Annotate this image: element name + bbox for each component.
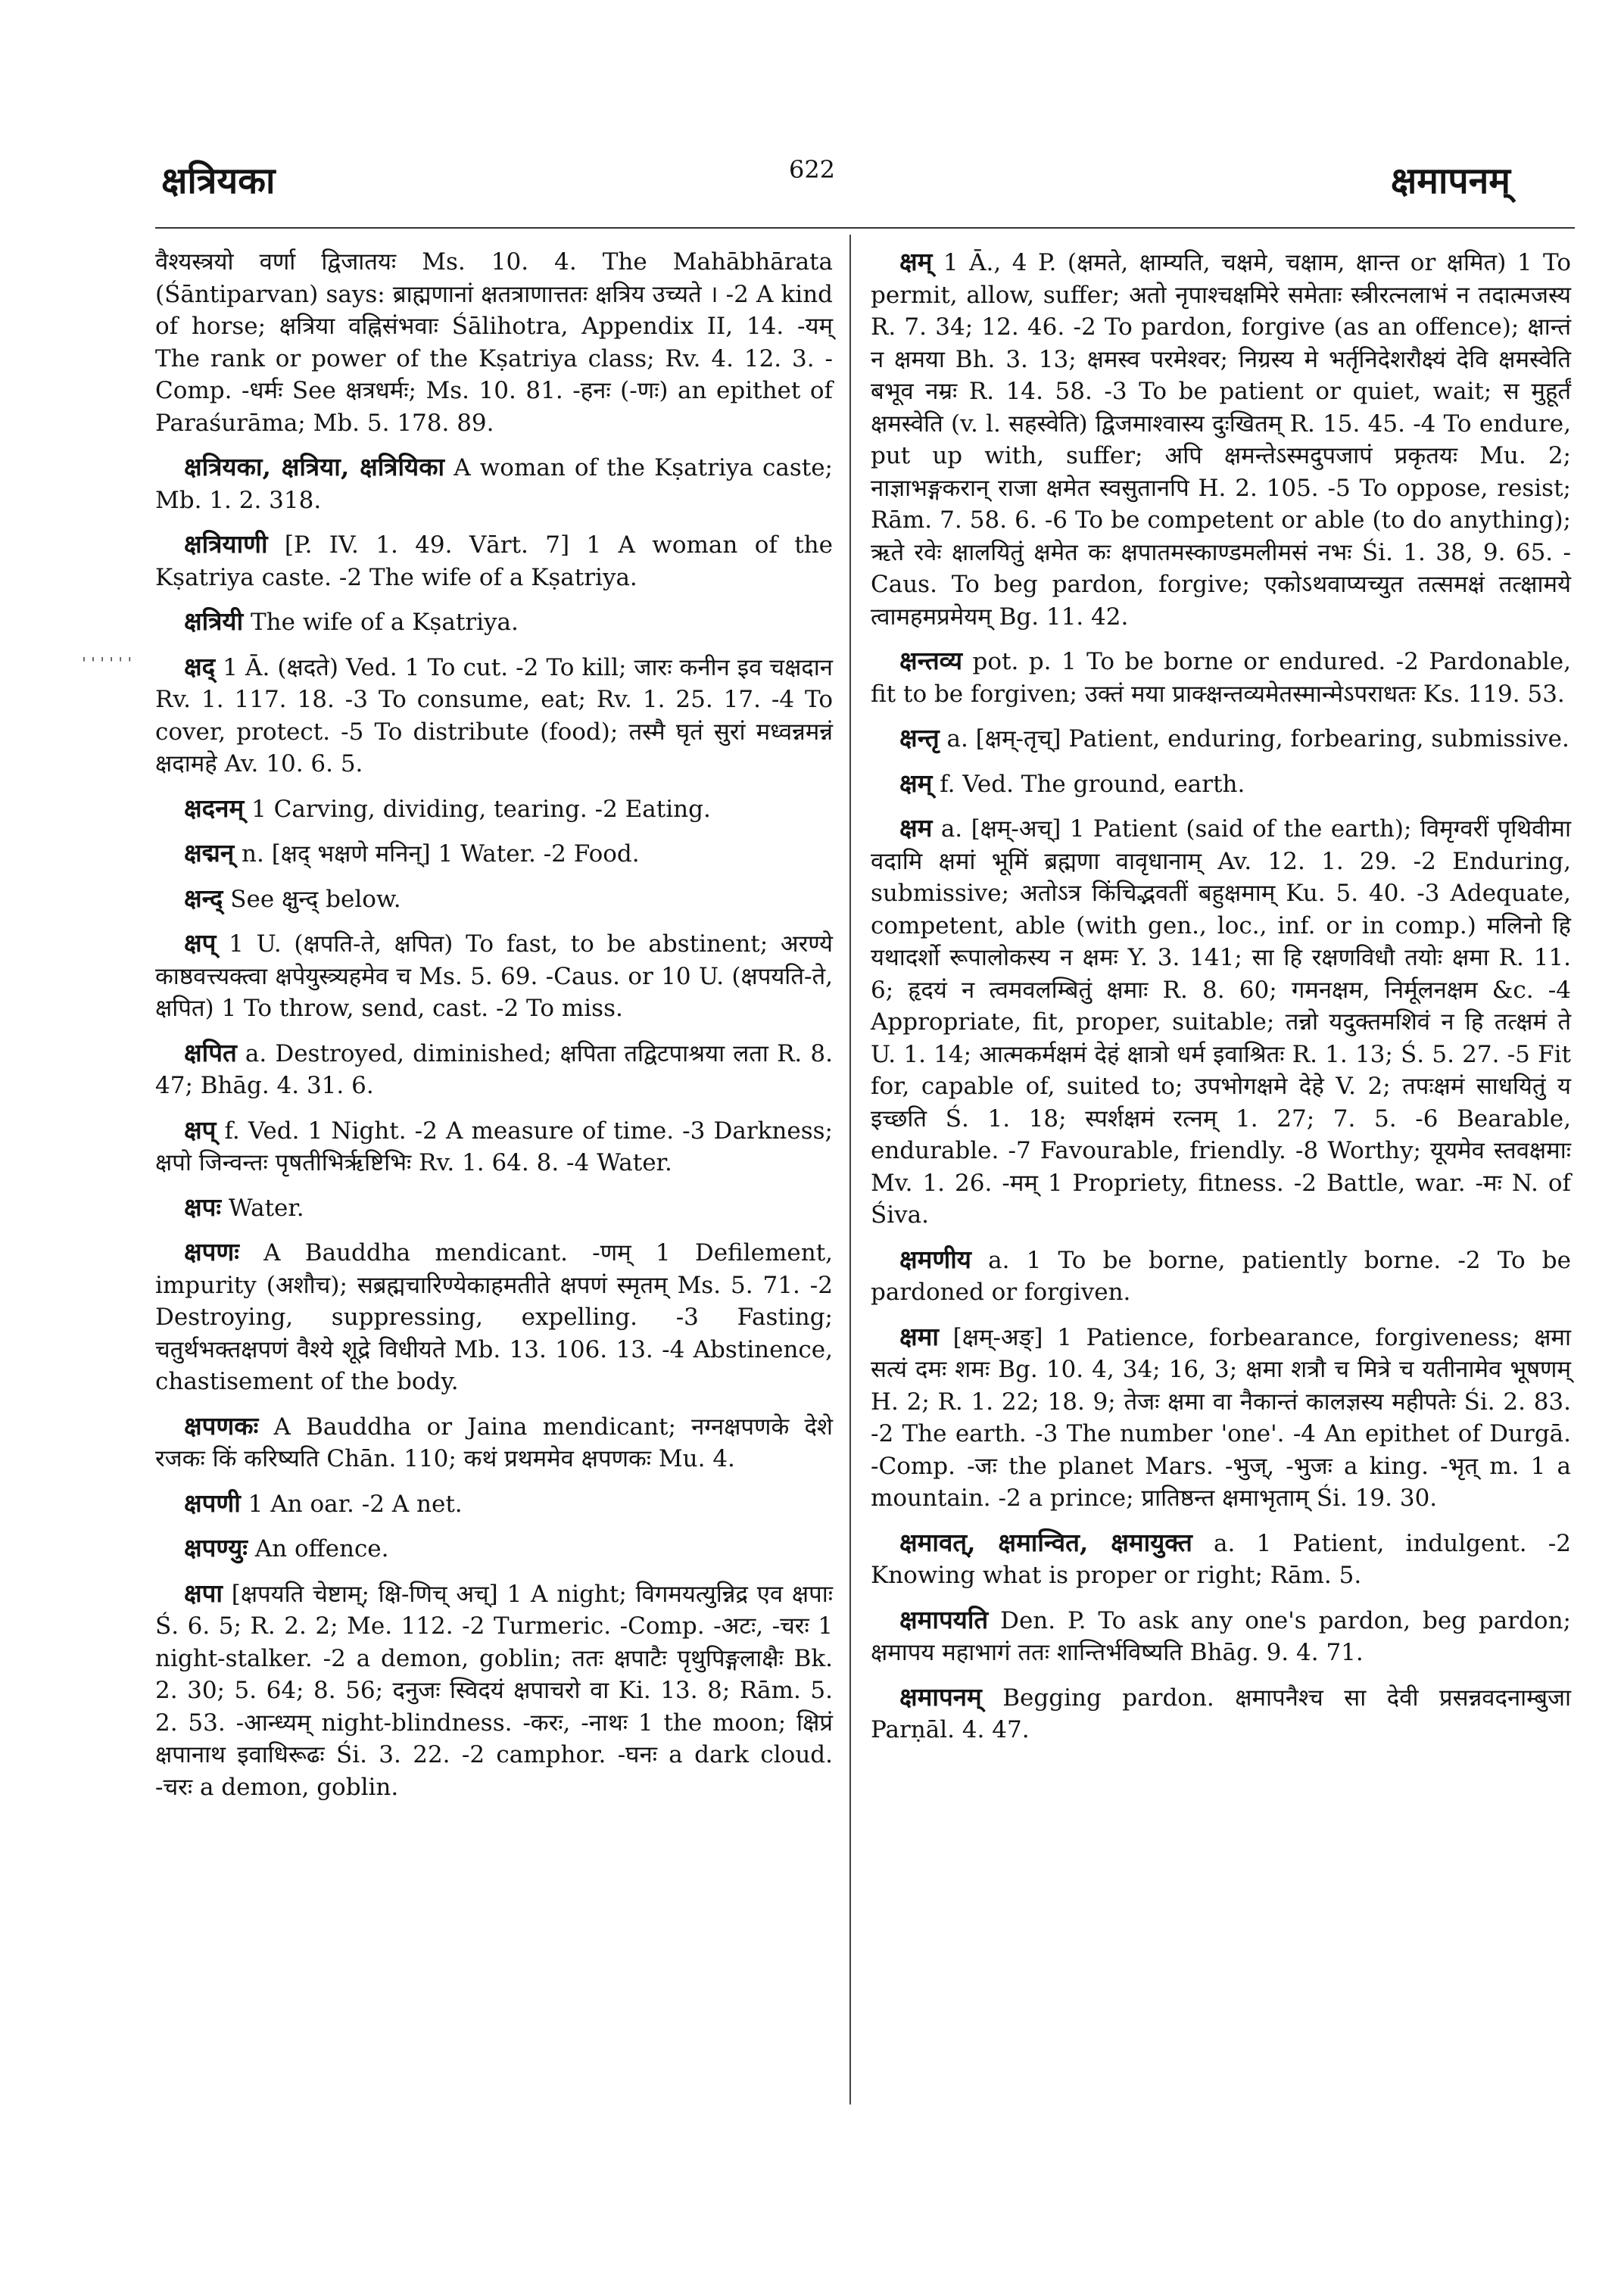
running-head-left: क्षत्रियका (161, 160, 276, 202)
dictionary-entry (155, 651, 833, 780)
header-rule (155, 227, 1575, 229)
dictionary-entry (871, 722, 1571, 756)
entry-headword: क्षपणः (184, 1237, 239, 1266)
entry-definition: a. 1 To be borne, patiently borne. -2 To be pardoned or forgiven. (871, 1246, 1571, 1306)
dictionary-entry (155, 1192, 833, 1225)
column-divider (849, 235, 851, 2105)
dictionary-entry (155, 1578, 833, 1804)
entry-definition: A Bauddha or Jaina mendicant; नग्नक्षपणके देशे रजकः किं करिष्यति Chān. 110; कथं प्रथममेव क्षपणकः Mu. 4. (155, 1413, 833, 1472)
left-column (155, 246, 833, 1815)
entry-definition: Den. P. To ask any one's pardon, beg pardon; क्षमापय महाभागं ततः शान्तिर्भविष्यति Bhāg. 9. 4. 71. (871, 1606, 1571, 1666)
dictionary-entry (155, 246, 833, 439)
entry-headword: क्षपा (184, 1578, 223, 1608)
entry-definition: a. 1 Patient, indulgent. -2 Knowing what is proper or right; Rām. 5. (871, 1529, 1571, 1589)
entry-headword: क्षम (899, 813, 933, 843)
entry-headword: क्षमणीय (899, 1244, 971, 1274)
entry-definition: [P. IV. 1. 49. Vārt. 7] 1 A woman of the Kṣatriya caste. -2 The wife of a Kṣatriya. (155, 531, 833, 591)
entry-headword: क्षपः (184, 1192, 222, 1222)
dictionary-entry (871, 768, 1571, 801)
entry-definition: a. Destroyed, diminished; क्षपिता तद्विटपाश्रया लता R. 8. 47; Bhāg. 4. 31. 6. (155, 1039, 833, 1099)
entry-headword: क्षपणकः (184, 1410, 259, 1441)
dictionary-entry (155, 1114, 833, 1179)
dictionary-entry (155, 1236, 833, 1398)
entry-headword: क्षप् (184, 928, 217, 958)
dictionary-entry (155, 606, 833, 639)
entry-headword: क्षत्रियका, क्षत्रिया, क्षत्रियिका (184, 452, 445, 481)
right-column (871, 246, 1571, 1759)
entry-definition: pot. p. 1 To be borne or endured. -2 Pardonable, fit to be forgiven; उक्तं मया प्राक्क्षन्तव्यमेतस्मान्मेऽपराधतः Ks. 119. 53. (871, 648, 1571, 708)
dictionary-entry (155, 793, 833, 826)
entry-definition: 1 Ā. (क्षदते) Ved. 1 To cut. -2 To kill; जारः कनीन इव चक्षदान Rv. 1. 117. 18. -3 To consume, eat; Rv. 1. 25. 17. -4 To cover, protect. -5 To distribute (food); तस्मै घृतं सुरां मध्वन्नमन्नं क्षदामहे Av. 10. 6. 5. (155, 653, 833, 777)
entry-headword: क्षत्रियाणी (184, 529, 268, 559)
entry-definition: A woman of the Kṣatriya caste; Mb. 1. 2. 318. (155, 454, 833, 514)
entry-definition: f. Ved. The ground, earth. (932, 770, 1245, 798)
entry-definition: 1 An oar. -2 A net. (240, 1490, 463, 1518)
dictionary-entry (155, 883, 833, 916)
dictionary-entry (155, 1488, 833, 1521)
dictionary-entry (155, 927, 833, 1025)
entry-headword: क्षम् (899, 768, 933, 798)
entry-definition: a. [क्षम्-अच्] 1 Patient (said of the earth); विमृग्वरीं पृथिवीमा वदामि क्षमां भूमिं ब्रह्मणा वावृधानाम् Av. 12. 1. 29. -2 Enduring, submissive; अतोऽत्र किंचिद्भवतीं बहुक्षमाम् Ku. 5. 40. -3 Adequate, competent, able (with gen., loc., inf. or in comp.) मलिनो हि यथादर्शो रूपालोकस्य न क्षमः Y. 3. 141; सा हि रक्षणविधौ तयोः क्षमा R. 11. 6; हृदयं न त्वमवलम्बितुं क्षमाः R. 8. 60; गमनक्षम, निर्मूलनक्षम &c. -4 Appropriate, fit, proper, suitable; तन्नो यदुक्तमशिवं न हि तत्क्षमं ते U. 1. 14; आत्मकर्मक्षमं देहं क्षात्रो धर्म इवाश्रितः R. 1. 13; Ś. 5. 27. -5 Fit for, capable of, suited to; उपभोगक्षमे देहे V. 2; तपःक्षमं साधयितुं य इच्छति Ś. 1. 18; स्पर्शक्षमं रत्नम् 1. 27; 7. 5. -6 Bearable, endurable. -7 Favourable, friendly. -8 Worthy; यूयमेव स्तवक्षमाः Mv. 1. 26. -मम् 1 Propriety, fitness. -2 Battle, war. -मः N. of Śiva. (871, 815, 1571, 1229)
entry-headword: क्षमावत्, क्षमान्वित, क्षमायुक्त (899, 1527, 1192, 1557)
dictionary-entry (871, 246, 1571, 633)
entry-definition: [क्षपयति चेष्टाम्; क्षि-णिच् अच्] 1 A night; विगमयत्युन्निद्र एव क्षपाः Ś. 6. 5; R. 2. 2; Me. 112. -2 Turmeric. -Comp. -अटः, -चरः 1 night-stalker. -2 a demon, goblin; ततः क्षपाटैः पृथुपिङ्गलाक्षैः Bk. 2. 30; 5. 64; 8. 56; दनुजः स्विदयं क्षपाचरो वा Ki. 13. 8; Rām. 5. 2. 53. -आन्ध्यम् night-blindness. -करः, -नाथः 1 the moon; क्षिप्रं क्षपानाथ इवाधिरूढः Śi. 3. 22. -2 camphor. -घनः a dark cloud. -चरः a demon, goblin. (155, 1580, 833, 1801)
entry-definition: n. [क्षद् भक्षणे मनिन्] 1 Water. -2 Food. (234, 840, 640, 868)
entry-definition: 1 Carving, dividing, tearing. -2 Eating. (244, 795, 711, 823)
entry-definition: Water. (221, 1194, 304, 1222)
dictionary-entry (871, 1321, 1571, 1515)
entry-headword: क्षमापयति (899, 1604, 989, 1634)
entry-headword: क्षत्रियी (184, 606, 244, 636)
dictionary-entry (871, 645, 1571, 710)
entry-definition: a. [क्षम्-तृच्] Patient, enduring, forbearing, submissive. (939, 725, 1569, 752)
entry-headword: क्षपित (184, 1037, 237, 1067)
dictionary-entry (871, 1604, 1571, 1669)
entry-headword: क्षद् (184, 651, 216, 681)
running-head-right: क्षमापनम् (1390, 160, 1510, 202)
entry-headword: क्षन्द् (184, 883, 223, 913)
dictionary-entry (155, 528, 833, 594)
entry-headword: क्षम् (899, 247, 933, 276)
dictionary-entry (871, 1244, 1571, 1309)
entry-definition: 1 Ā., 4 P. (क्षमते, क्षाम्यति, चक्षमे, चक्षाम, क्षान्त or क्षमित) 1 To permit, allow, suffer; अतो नृपाश्चक्षमिरे समेताः स्त्रीरत्नलाभं न तदात्मजस्य R. 7. 34; 12. 46. -2 To pardon, forgive (as an offence); क्षान्तं न क्षमया Bh. 3. 13; क्षमस्व परमेश्वर; निग्रस्य मे भर्तृनिदेशरौक्ष्यं देवि क्षमस्वेति बभूव नम्रः R. 14. 58. -3 To be patient or quiet, wait; स मुहूर्तं क्षमस्वेति (v. l. सहस्वेति) द्विजमाश्वास्य दुःखितम् R. 15. 45. -4 To endure, put up with, suffer; अपि क्षमन्तेऽस्मदुपजापं प्रकृतयः Mu. 2; नाज्ञाभङ्गकरान् राजा क्षमेत स्वसुतानपि H. 2. 105. -5 To oppose, resist; Rām. 7. 58. 6. -6 To be competent or able (to do anything); ऋते रवेः क्षालयितुं क्षमेत कः क्षपातमस्काण्डमलीमसं नभः Śi. 1. 38, 9. 65. -Caus. To beg pardon, forgive; एकोऽथवाप्यच्युत तत्समक्षं तत्क्षामये त्वामहमप्रमेयम् Bg. 11. 42. (871, 249, 1571, 631)
entry-definition: 1 U. (क्षपति-ते, क्षपित) To fast, to be abstinent; अरण्ये काष्ठवत्त्यक्त्वा क्षपेयुस्त्र्यहमेव च Ms. 5. 69. -Caus. or 10 U. (क्षपयति-ते, क्षपित) 1 To throw, send, cast. -2 To miss. (155, 930, 833, 1022)
dictionary-entry (871, 1527, 1571, 1592)
entry-headword: क्षन्तव्य (899, 646, 963, 675)
margin-mark: '''''' (79, 654, 135, 672)
entry-definition: Begging pardon. क्षमापनैश्च सा देवी प्रसन्नवदनाम्बुजा Parṇāl. 4. 47. (871, 1684, 1571, 1743)
entry-headword: क्षदनम् (184, 793, 245, 823)
page-number: 622 (788, 155, 836, 184)
entry-definition: f. Ved. 1 Night. -2 A measure of time. -3 Darkness; क्षपो जिन्वन्तः पृषतीभिर्ऋष्टिभिः Rv. 1. 64. 8. -4 Water. (155, 1117, 833, 1176)
entry-headword: क्षप् (184, 1114, 217, 1145)
dictionary-entry (155, 1532, 833, 1566)
entry-headword: क्षमा (899, 1321, 939, 1351)
dictionary-entry (155, 1410, 833, 1475)
entry-definition: A Bauddha mendicant. -णम् 1 Defilement, impurity (अशौच); सब्रह्मचारिण्येकाहमतीते क्षपणं स्मृतम् Ms. 5. 71. -2 Destroying, suppressing, expelling. -3 Fasting; चतुर्थभक्तक्षपणं वैश्ये शूद्रे विधीयते Mb. 13. 106. 13. -4 Abstinence, chastisement of the body. (155, 1239, 833, 1395)
entry-headword: क्षमापनम् (899, 1681, 982, 1712)
dictionary-entry (155, 1037, 833, 1102)
dictionary-entry (871, 1681, 1571, 1746)
dictionary-entry (871, 812, 1571, 1232)
entry-definition: वैश्यस्त्रयो वर्णा द्विजातयः Ms. 10. 4. The Mahābhārata (Śāntiparvan) says: ब्राह्मणानां क्षतत्राणात्ततः क्षत्रिय उच्यते । -2 A kind of horse; क्षत्रिया वह्निसंभवाः Śālihotra, Appendix II, 14. -यम् The rank or power of the Kṣatriya class; Rv. 4. 12. 3. -Comp. -धर्मः See क्षत्रधर्मः; Ms. 10. 81. -हनः (-णः) an epithet of Paraśurāma; Mb. 5. 178. 89. (155, 248, 833, 437)
entry-definition: The wife of a Kṣatriya. (243, 609, 519, 636)
entry-definition: See क्षुन्द् below. (223, 885, 401, 913)
dictionary-entry (155, 451, 833, 516)
entry-headword: क्षद्मन् (184, 838, 235, 868)
entry-definition: An offence. (247, 1535, 389, 1562)
entry-headword: क्षपण्युः (184, 1533, 248, 1562)
entry-headword: क्षपणी (184, 1488, 241, 1518)
entry-definition: [क्षम्-अङ्] 1 Patience, forbearance, forgiveness; क्षमा सत्यं दमः शमः Bg. 10. 4, 34; 16, 3; क्षमा शत्रौ च मित्रे च यतीनामेव भूषणम् H. 2; R. 1. 22; 18. 9; तेजः क्षमा वा नैकान्तं कालज्ञस्य महीपतेः Śi. 2. 83. -2 The earth. -3 The number 'one'. -4 An epithet of Durgā. -Comp. -जः the planet Mars. -भुज्, -भुजः a king. -भृत् m. 1 a mountain. -2 a prince; प्रातिष्ठन्त क्षमाभृताम् Śi. 19. 30. (871, 1323, 1571, 1512)
entry-headword: क्षन्तृ (899, 723, 940, 752)
dictionary-entry (155, 837, 833, 871)
